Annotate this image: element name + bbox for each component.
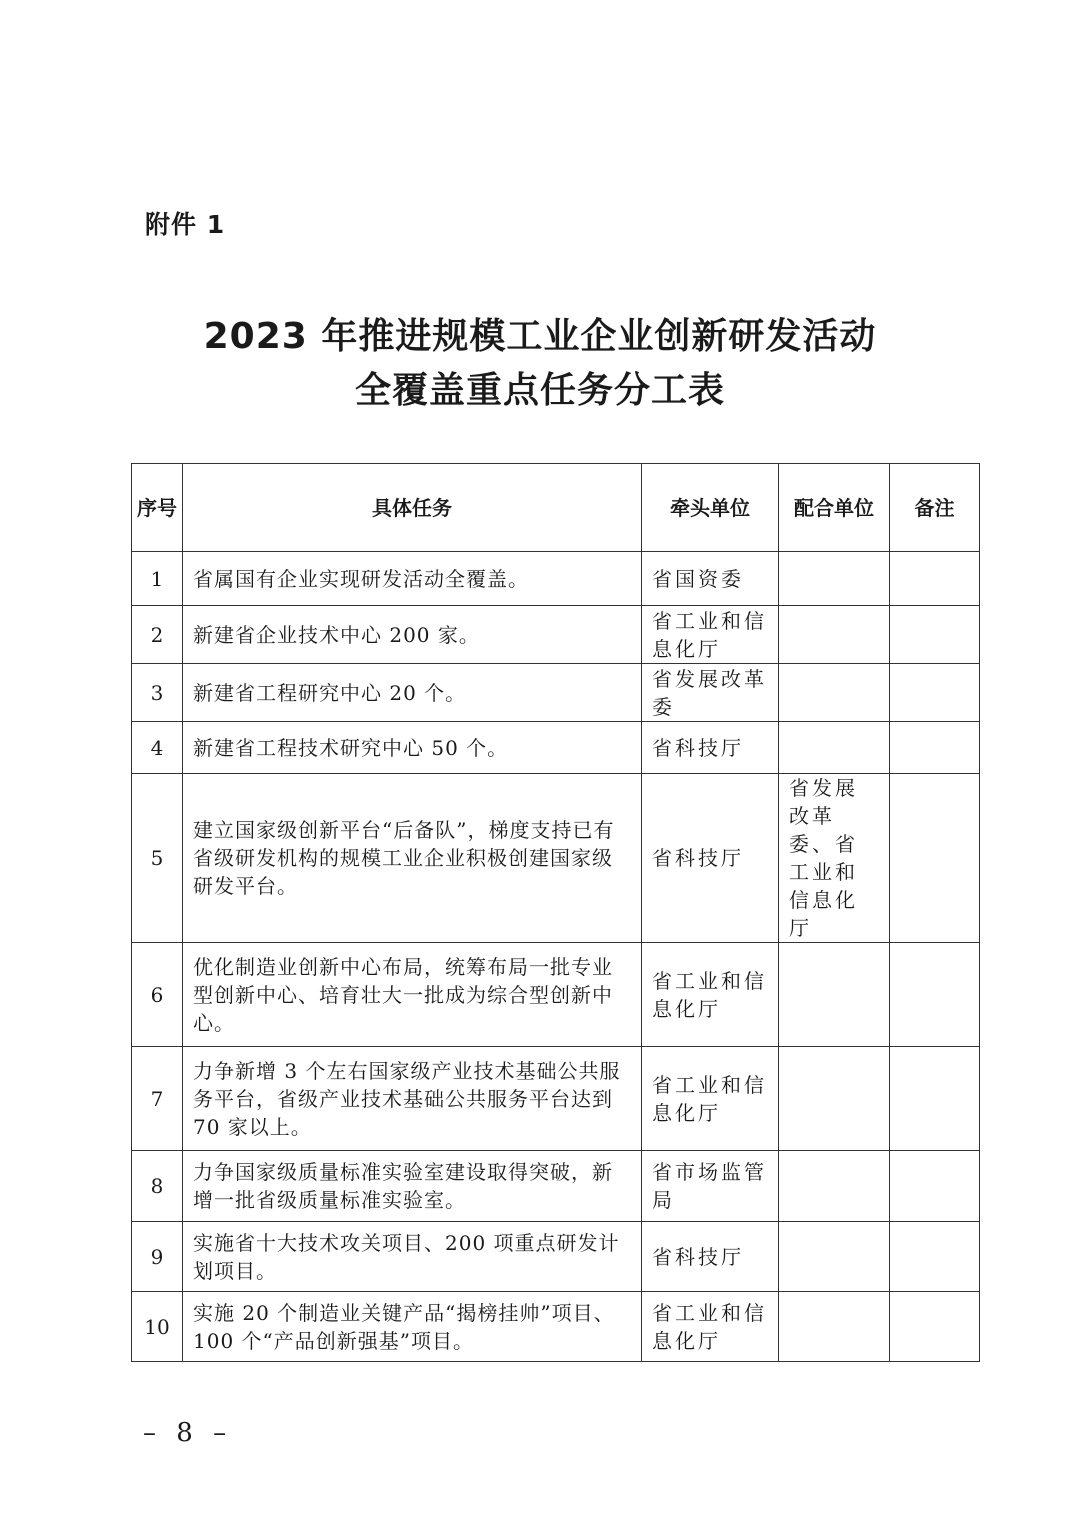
row-seq: 8 (132, 1151, 183, 1222)
row-note (890, 722, 980, 774)
row-lead: 省科技厅 (642, 722, 779, 774)
row-coop (779, 943, 890, 1047)
row-coop (779, 1047, 890, 1151)
row-note (890, 1151, 980, 1222)
row-seq: 7 (132, 1047, 183, 1151)
row-lead: 省国资委 (642, 552, 779, 606)
row-lead: 省工业和信息化厅 (642, 606, 779, 664)
table-row (132, 1047, 980, 1151)
table-row (132, 1151, 980, 1222)
row-lead: 省工业和信息化厅 (642, 943, 779, 1047)
page-number: – 8 – (143, 1418, 233, 1448)
row-note (890, 1292, 980, 1362)
row-note (890, 606, 980, 664)
row-seq: 2 (132, 606, 183, 664)
row-seq: 9 (132, 1222, 183, 1292)
table-row (132, 606, 980, 664)
row-task: 新建省企业技术中心 200 家。 (183, 606, 642, 664)
row-note (890, 552, 980, 606)
row-task: 新建省工程技术研究中心 50 个。 (183, 722, 642, 774)
table-header-row (132, 464, 980, 552)
row-lead: 省工业和信息化厅 (642, 1047, 779, 1151)
row-coop (779, 1151, 890, 1222)
row-task: 建立国家级创新平台“后备队”，梯度支持已有省级研发机构的规模工业企业积极创建国家级研发平台。 (183, 774, 642, 943)
table-row (132, 943, 980, 1047)
row-note (890, 664, 980, 722)
header-lead: 牵头单位 (642, 464, 779, 552)
row-task: 实施省十大技术攻关项目、200 项重点研发计划项目。 (183, 1222, 642, 1292)
table-row (132, 1222, 980, 1292)
row-seq: 4 (132, 722, 183, 774)
row-task: 实施 20 个制造业关键产品“揭榜挂帅”项目、100 个“产品创新强基”项目。 (183, 1292, 642, 1362)
row-coop: 省发展改革委、省工业和信息化厅 (779, 774, 890, 943)
row-task: 力争新增 3 个左右国家级产业技术基础公共服务平台，省级产业技术基础公共服务平台达到 70 家以上。 (183, 1047, 642, 1151)
row-note (890, 943, 980, 1047)
header-seq: 序号 (132, 464, 183, 552)
header-task: 具体任务 (183, 464, 642, 552)
row-coop (779, 664, 890, 722)
row-lead: 省发展改革委 (642, 664, 779, 722)
row-seq: 1 (132, 552, 183, 606)
row-note (890, 1047, 980, 1151)
document-title-line1: 2023 年推进规模工业企业创新研发活动 (203, 316, 877, 357)
row-task: 力争国家级质量标准实验室建设取得突破，新增一批省级质量标准实验室。 (183, 1151, 642, 1222)
document-title-line2: 全覆盖重点任务分工表 (354, 370, 725, 411)
row-task: 优化制造业创新中心布局，统筹布局一批专业型创新中心、培育壮大一批成为综合型创新中心。 (183, 943, 642, 1047)
row-task: 新建省工程研究中心 20 个。 (183, 664, 642, 722)
row-coop (779, 722, 890, 774)
row-coop (779, 552, 890, 606)
row-seq: 3 (132, 664, 183, 722)
table-row (132, 774, 980, 943)
row-seq: 6 (132, 943, 183, 1047)
row-note (890, 1222, 980, 1292)
row-coop (779, 1222, 890, 1292)
table-row (132, 552, 980, 606)
row-seq: 5 (132, 774, 183, 943)
row-lead: 省科技厅 (642, 1222, 779, 1292)
row-coop (779, 1292, 890, 1362)
task-table (131, 463, 980, 1362)
row-note (890, 774, 980, 943)
attachment-label: 附件 1 (145, 210, 226, 239)
header-coop: 配合单位 (779, 464, 890, 552)
table-row (132, 722, 980, 774)
row-seq: 10 (132, 1292, 183, 1362)
row-coop (779, 606, 890, 664)
row-lead: 省市场监管局 (642, 1151, 779, 1222)
row-lead: 省工业和信息化厅 (642, 1292, 779, 1362)
table-row (132, 664, 980, 722)
table-row (132, 1292, 980, 1362)
row-task: 省属国有企业实现研发活动全覆盖。 (183, 552, 642, 606)
row-lead: 省科技厅 (642, 774, 779, 943)
header-note: 备注 (890, 464, 980, 552)
